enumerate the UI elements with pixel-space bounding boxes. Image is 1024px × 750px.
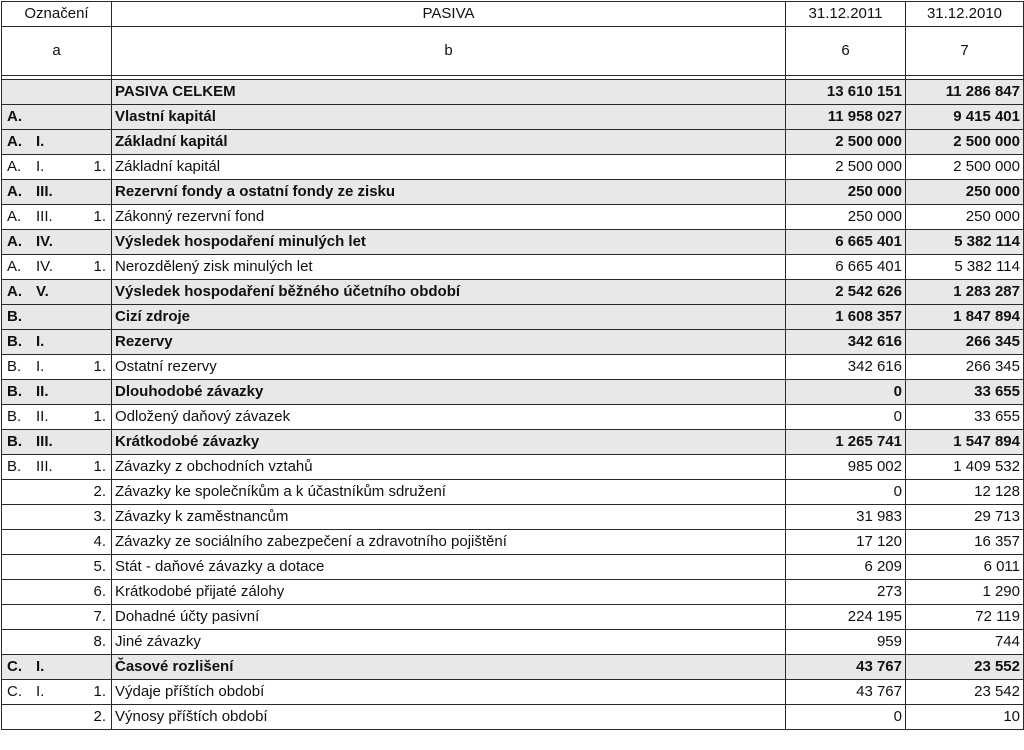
row-value-2010: 5 382 114 xyxy=(906,230,1024,255)
col-sub-2010: 7 xyxy=(906,27,1024,76)
row-label: Jiné závazky xyxy=(112,630,786,655)
header-sub-row xyxy=(2,27,1024,76)
table-row xyxy=(2,455,1024,480)
row-mark-level-3: 8. xyxy=(93,633,106,650)
row-mark-level-2: II. xyxy=(36,383,49,400)
row-value-2010: 23 542 xyxy=(906,680,1024,705)
row-mark-level-3: 1. xyxy=(93,258,106,275)
row-label: Výdaje příštích období xyxy=(112,680,786,705)
row-value-2010: 12 128 xyxy=(906,480,1024,505)
row-value-2011: 2 500 000 xyxy=(786,130,906,155)
table-row xyxy=(2,605,1024,630)
row-mark xyxy=(2,455,112,480)
row-mark-level-1: C. xyxy=(7,658,22,675)
row-mark-level-3: 5. xyxy=(93,558,106,575)
row-mark-level-2: III. xyxy=(36,433,53,450)
row-label: Dohadné účty pasivní xyxy=(112,605,786,630)
row-label: Krátkodobé přijaté zálohy xyxy=(112,580,786,605)
row-label: Krátkodobé závazky xyxy=(112,430,786,455)
row-label: Odložený daňový závazek xyxy=(112,405,786,430)
row-mark-level-1: A. xyxy=(7,208,22,225)
table-row xyxy=(2,405,1024,430)
table-row xyxy=(2,680,1024,705)
row-value-2011: 43 767 xyxy=(786,680,906,705)
row-label: Vlastní kapitál xyxy=(112,105,786,130)
row-value-2011: 2 542 626 xyxy=(786,280,906,305)
row-mark-level-3 xyxy=(76,106,106,128)
table-row xyxy=(2,305,1024,330)
row-value-2010: 2 500 000 xyxy=(906,130,1024,155)
row-value-2010: 10 xyxy=(906,705,1024,730)
row-mark-level-1: A. xyxy=(7,283,22,300)
row-mark xyxy=(2,355,112,380)
row-value-2010: 16 357 xyxy=(906,530,1024,555)
row-value-2010: 1 847 894 xyxy=(906,305,1024,330)
row-mark-level-3 xyxy=(76,181,106,203)
table-row xyxy=(2,180,1024,205)
row-label: Ostatní rezervy xyxy=(112,355,786,380)
row-value-2011: 342 616 xyxy=(786,330,906,355)
row-mark xyxy=(2,80,112,105)
row-label: Zákonný rezervní fond xyxy=(112,205,786,230)
row-value-2010: 72 119 xyxy=(906,605,1024,630)
row-value-2011: 0 xyxy=(786,480,906,505)
row-mark-level-1: A. xyxy=(7,158,22,175)
row-value-2011: 224 195 xyxy=(786,605,906,630)
row-mark-level-1: B. xyxy=(7,433,22,450)
table-row xyxy=(2,380,1024,405)
row-mark-level-1 xyxy=(5,606,36,628)
row-mark-level-1: A. xyxy=(7,183,22,200)
col-header-2010: 31.12.2010 xyxy=(906,2,1024,27)
table-row xyxy=(2,105,1024,130)
row-value-2011: 6 665 401 xyxy=(786,230,906,255)
row-mark xyxy=(2,105,112,130)
row-mark xyxy=(2,380,112,405)
row-value-2011: 6 209 xyxy=(786,555,906,580)
row-value-2011: 959 xyxy=(786,630,906,655)
row-label: Cizí zdroje xyxy=(112,305,786,330)
row-value-2011: 6 665 401 xyxy=(786,255,906,280)
row-mark-level-1: C. xyxy=(7,683,22,700)
row-mark-level-3 xyxy=(76,231,106,253)
col-header-2011: 31.12.2011 xyxy=(786,2,906,27)
row-mark xyxy=(2,680,112,705)
row-mark-level-2: II. xyxy=(36,408,49,425)
table-row xyxy=(2,280,1024,305)
row-label: Základní kapitál xyxy=(112,130,786,155)
row-mark-level-1: B. xyxy=(7,358,22,375)
row-mark-level-3 xyxy=(76,331,106,353)
header-row xyxy=(2,2,1024,27)
row-mark-level-2: I. xyxy=(36,658,45,675)
row-value-2011: 250 000 xyxy=(786,180,906,205)
table-row xyxy=(2,580,1024,605)
row-value-2010: 23 552 xyxy=(906,655,1024,680)
row-mark-level-1: B. xyxy=(7,333,22,350)
row-mark-level-2: I. xyxy=(36,358,45,375)
row-mark-level-1 xyxy=(5,556,36,578)
row-value-2011: 17 120 xyxy=(786,530,906,555)
row-mark-level-3: 6. xyxy=(93,583,106,600)
balance-sheet-liabilities-table xyxy=(1,1,1024,730)
row-mark-level-3: 1. xyxy=(93,358,106,375)
row-mark-level-2: V. xyxy=(36,283,49,300)
col-header-mark: Označení xyxy=(2,2,112,27)
col-header-name: PASIVA xyxy=(112,2,786,27)
row-mark-level-3 xyxy=(76,656,106,678)
row-mark xyxy=(2,130,112,155)
row-mark xyxy=(2,555,112,580)
row-mark xyxy=(2,530,112,555)
row-label: Stát - daňové závazky a dotace xyxy=(112,555,786,580)
col-sub-2011: 6 xyxy=(786,27,906,76)
table-row xyxy=(2,155,1024,180)
row-value-2010: 2 500 000 xyxy=(906,155,1024,180)
table-row xyxy=(2,130,1024,155)
row-mark xyxy=(2,605,112,630)
table-row xyxy=(2,655,1024,680)
row-mark-level-2: I. xyxy=(36,683,45,700)
row-mark-level-3: 1. xyxy=(93,683,106,700)
row-value-2011: 2 500 000 xyxy=(786,155,906,180)
table-row xyxy=(2,555,1024,580)
row-mark-level-2: IV. xyxy=(36,258,53,275)
row-value-2010: 6 011 xyxy=(906,555,1024,580)
row-label: Závazky k zaměstnancům xyxy=(112,505,786,530)
row-mark-level-3: 1. xyxy=(93,408,106,425)
table-row xyxy=(2,205,1024,230)
row-value-2011: 11 958 027 xyxy=(786,105,906,130)
row-mark-level-1 xyxy=(5,481,36,503)
row-mark-level-2 xyxy=(36,631,76,653)
row-mark-level-3: 3. xyxy=(93,508,106,525)
row-value-2011: 273 xyxy=(786,580,906,605)
row-mark xyxy=(2,305,112,330)
row-mark-level-3: 1. xyxy=(93,458,106,475)
row-label: Závazky ze sociálního zabezpečení a zdravotního pojištění xyxy=(112,530,786,555)
row-value-2010: 250 000 xyxy=(906,205,1024,230)
row-mark-level-1 xyxy=(5,506,36,528)
row-mark-level-3: 7. xyxy=(93,608,106,625)
row-mark-level-2 xyxy=(36,531,76,553)
row-label: Rezervní fondy a ostatní fondy ze zisku xyxy=(112,180,786,205)
row-value-2010: 11 286 847 xyxy=(906,80,1024,105)
row-mark-level-3 xyxy=(76,431,106,453)
table-row xyxy=(2,330,1024,355)
row-mark-level-3 xyxy=(76,131,106,153)
row-value-2010: 250 000 xyxy=(906,180,1024,205)
row-mark xyxy=(2,405,112,430)
table-row xyxy=(2,430,1024,455)
row-value-2011: 31 983 xyxy=(786,505,906,530)
row-mark-level-1: A. xyxy=(7,133,22,150)
row-mark-level-1: B. xyxy=(7,458,22,475)
row-mark-level-2: III. xyxy=(36,183,53,200)
row-value-2011: 0 xyxy=(786,705,906,730)
row-mark-level-1 xyxy=(5,581,36,603)
row-mark-level-2 xyxy=(36,556,76,578)
row-mark xyxy=(2,205,112,230)
row-value-2010: 1 283 287 xyxy=(906,280,1024,305)
row-mark-level-2: I. xyxy=(36,158,45,175)
row-mark xyxy=(2,705,112,730)
row-mark xyxy=(2,580,112,605)
row-mark-level-2 xyxy=(36,306,76,328)
row-value-2011: 13 610 151 xyxy=(786,80,906,105)
row-mark-level-1: B. xyxy=(7,408,22,425)
row-label: Rezervy xyxy=(112,330,786,355)
row-value-2011: 43 767 xyxy=(786,655,906,680)
row-label: Výsledek hospodaření minulých let xyxy=(112,230,786,255)
row-label: Závazky z obchodních vztahů xyxy=(112,455,786,480)
row-label: PASIVA CELKEM xyxy=(112,80,786,105)
row-value-2011: 1 265 741 xyxy=(786,430,906,455)
row-mark-level-1: A. xyxy=(7,258,22,275)
row-value-2011: 0 xyxy=(786,405,906,430)
row-mark-level-2 xyxy=(36,106,76,128)
row-value-2010: 9 415 401 xyxy=(906,105,1024,130)
row-mark-level-2: I. xyxy=(36,133,45,150)
table-row xyxy=(2,480,1024,505)
row-mark xyxy=(2,630,112,655)
row-value-2011: 342 616 xyxy=(786,355,906,380)
row-value-2010: 1 290 xyxy=(906,580,1024,605)
row-mark-level-2 xyxy=(36,581,76,603)
row-mark-level-1: A. xyxy=(7,233,22,250)
row-mark-level-1 xyxy=(5,631,36,653)
row-value-2011: 1 608 357 xyxy=(786,305,906,330)
table-row xyxy=(2,530,1024,555)
row-mark-level-3: 2. xyxy=(93,708,106,725)
row-label: Výsledek hospodaření běžného účetního období xyxy=(112,280,786,305)
row-mark-level-2: III. xyxy=(36,458,53,475)
col-sub-name: b xyxy=(112,27,786,76)
table-row xyxy=(2,230,1024,255)
table-row xyxy=(2,705,1024,730)
row-mark xyxy=(2,480,112,505)
row-label: Časové rozlišení xyxy=(112,655,786,680)
row-mark-level-2: III. xyxy=(36,208,53,225)
row-mark-level-1 xyxy=(5,531,36,553)
table-body xyxy=(2,2,1024,730)
row-mark-level-3 xyxy=(76,306,106,328)
row-value-2010: 744 xyxy=(906,630,1024,655)
row-mark xyxy=(2,430,112,455)
row-mark-level-3: 4. xyxy=(93,533,106,550)
row-mark-level-1: B. xyxy=(7,383,22,400)
row-value-2010: 5 382 114 xyxy=(906,255,1024,280)
row-mark xyxy=(2,280,112,305)
row-mark xyxy=(2,505,112,530)
row-mark-level-1 xyxy=(5,706,36,728)
row-mark-level-2: I. xyxy=(36,333,45,350)
row-value-2010: 266 345 xyxy=(906,330,1024,355)
row-label: Nerozdělený zisk minulých let xyxy=(112,255,786,280)
row-mark-level-3: 2. xyxy=(93,483,106,500)
row-label: Dlouhodobé závazky xyxy=(112,380,786,405)
row-value-2010: 33 655 xyxy=(906,380,1024,405)
row-mark-level-2 xyxy=(36,481,76,503)
row-value-2010: 266 345 xyxy=(906,355,1024,380)
row-mark-level-1: B. xyxy=(7,308,22,325)
row-value-2011: 985 002 xyxy=(786,455,906,480)
row-mark xyxy=(2,655,112,680)
row-mark xyxy=(2,330,112,355)
col-sub-mark: a xyxy=(2,27,112,76)
row-label: Závazky ke společníkům a k účastníkům sdružení xyxy=(112,480,786,505)
row-mark xyxy=(2,180,112,205)
table-row xyxy=(2,630,1024,655)
row-mark xyxy=(2,255,112,280)
row-mark-level-3 xyxy=(76,281,106,303)
row-mark xyxy=(2,155,112,180)
row-value-2010: 33 655 xyxy=(906,405,1024,430)
row-mark-level-3: 1. xyxy=(93,158,106,175)
row-value-2010: 1 547 894 xyxy=(906,430,1024,455)
row-value-2011: 0 xyxy=(786,380,906,405)
row-mark-level-2 xyxy=(36,506,76,528)
row-mark-level-1: A. xyxy=(7,108,22,125)
row-label: Výnosy příštích období xyxy=(112,705,786,730)
row-mark-level-2: IV. xyxy=(36,233,53,250)
row-mark-level-2 xyxy=(36,606,76,628)
row-label: Základní kapitál xyxy=(112,155,786,180)
table-row xyxy=(2,505,1024,530)
row-mark-level-3: 1. xyxy=(93,208,106,225)
row-mark xyxy=(2,230,112,255)
row-value-2010: 29 713 xyxy=(906,505,1024,530)
row-value-2011: 250 000 xyxy=(786,205,906,230)
table-row xyxy=(2,355,1024,380)
row-mark-level-2 xyxy=(36,706,76,728)
table-row xyxy=(2,255,1024,280)
table-row xyxy=(2,80,1024,105)
row-mark-level-3 xyxy=(76,381,106,403)
row-value-2010: 1 409 532 xyxy=(906,455,1024,480)
